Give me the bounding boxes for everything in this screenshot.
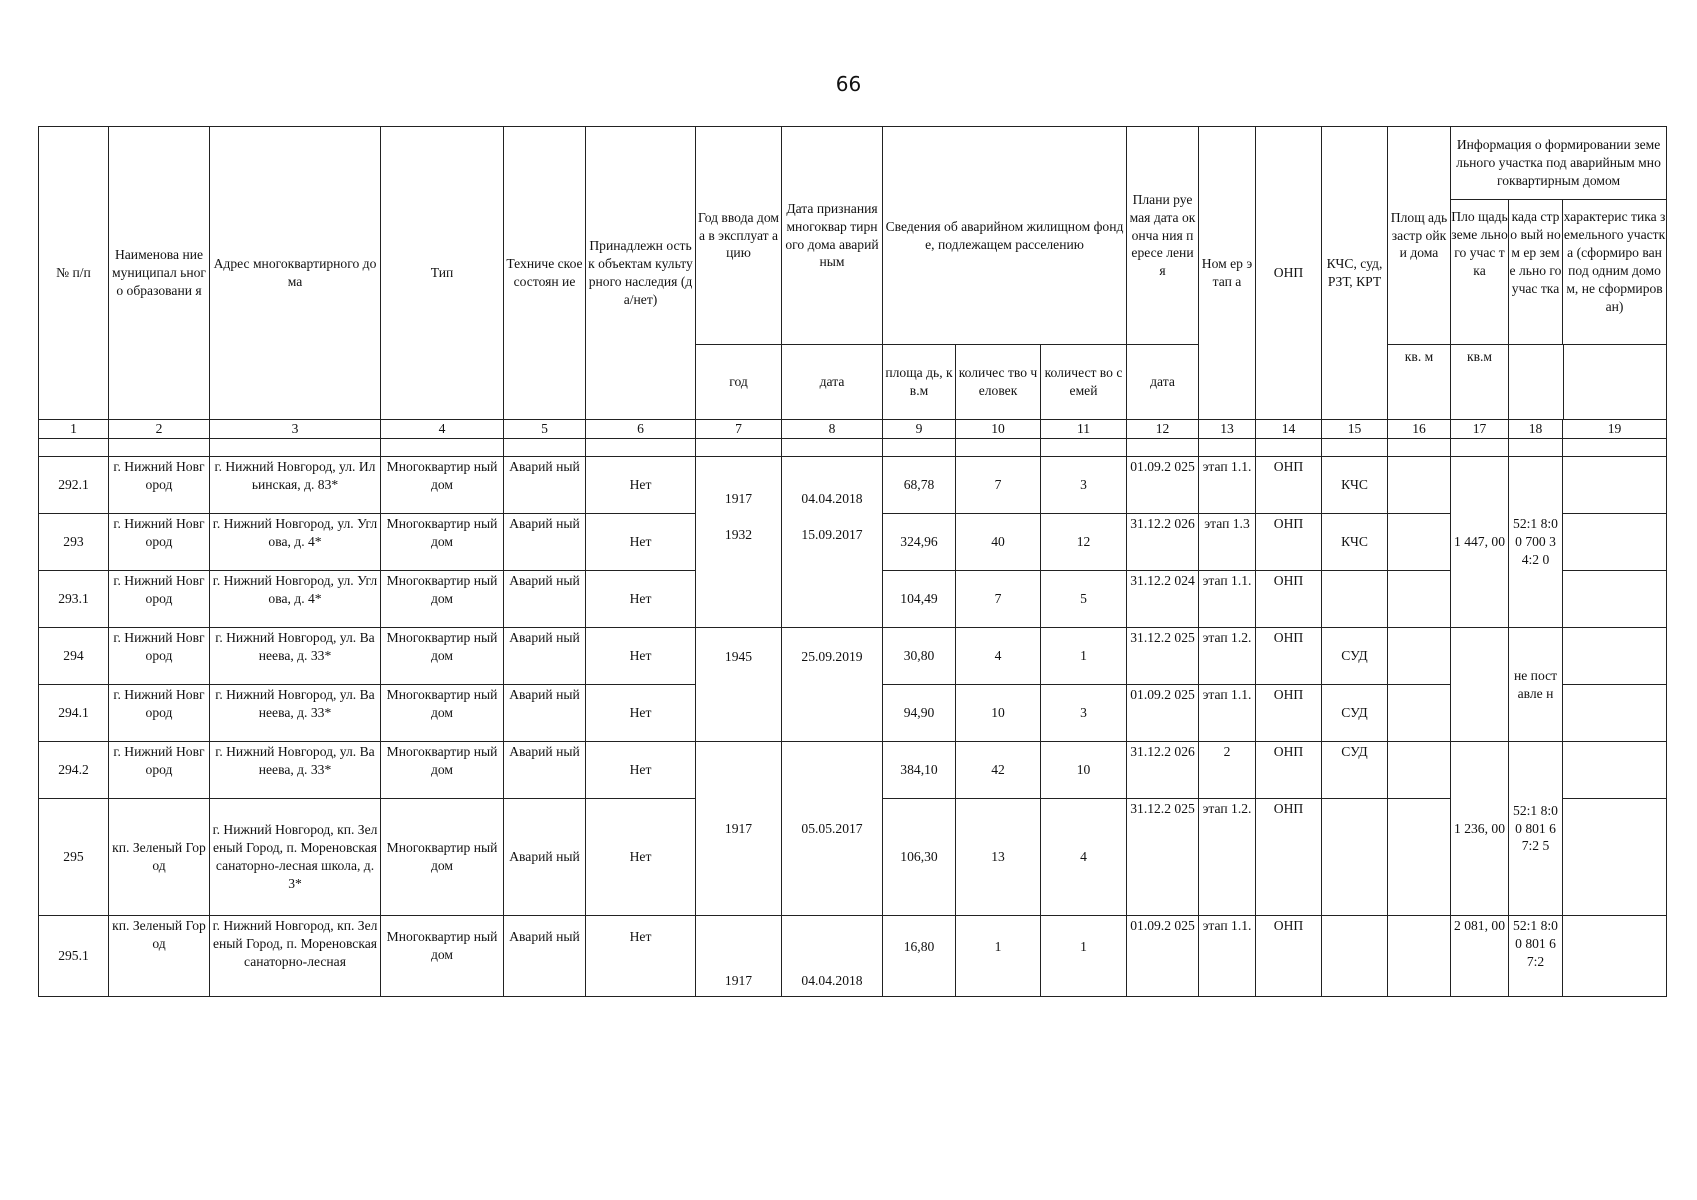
building-type: Многоквартир ный дом	[381, 685, 504, 742]
municipality: кп. Зеленый Город	[109, 799, 210, 916]
header-kchs: КЧС, суд, РЗТ, КРТ	[1322, 127, 1388, 420]
header-commission-year: Год ввода дома в эксплуат ацию	[696, 127, 782, 345]
stage: этап 1.1.	[1199, 571, 1256, 628]
sub-plot-area-unit: кв.м	[1451, 345, 1509, 419]
recognition-date: 25.09.2019	[782, 628, 883, 742]
building-type: Многоквартир ный дом	[381, 571, 504, 628]
address: г. Нижний Новгород, кп. Зеленый Город, п. Мореновская санаторно-лесная	[210, 916, 381, 997]
header-land-info-block	[1451, 127, 1667, 345]
family-count: 10	[1041, 742, 1127, 799]
col-number: 18	[1509, 420, 1563, 439]
address: г. Нижний Новгород, ул. Углова, д. 4*	[210, 514, 381, 571]
kchs: СУД	[1322, 742, 1388, 799]
stage: этап 1.1.	[1199, 685, 1256, 742]
recognition-date: 04.04.2018	[782, 457, 883, 514]
municipality: г. Нижний Новгород	[109, 742, 210, 799]
municipality: г. Нижний Новгород	[109, 685, 210, 742]
col-number: 9	[883, 420, 956, 439]
tech-state: Аварий ный	[504, 685, 586, 742]
municipality: кп. Зеленый Город	[109, 916, 210, 997]
people-count: 1	[956, 916, 1041, 997]
plot-characteristic	[1563, 628, 1667, 685]
tech-state: Аварий ный	[504, 916, 586, 997]
building-area	[1388, 457, 1451, 514]
sub-date: дата	[782, 345, 883, 420]
row-number: 293.1	[39, 571, 109, 628]
onp: ОНП	[1256, 799, 1322, 916]
kchs: СУД	[1322, 628, 1388, 685]
family-count: 3	[1041, 685, 1127, 742]
building-area	[1388, 742, 1451, 799]
header-planned-date: Плани руемая дата оконча ния пересе ления	[1127, 127, 1199, 345]
row-number: 295	[39, 799, 109, 916]
address: г. Нижний Новгород, ул. Углова, д. 4*	[210, 571, 381, 628]
col-number: 12	[1127, 420, 1199, 439]
col-number: 1	[39, 420, 109, 439]
sub-families: количест во семей	[1041, 345, 1127, 420]
sub-building-area-unit: кв. м	[1388, 345, 1451, 420]
header-land-info: Информация о формировании земельного участка под аварийным многоквартирным домом	[1451, 127, 1666, 200]
heritage: Нет	[586, 571, 696, 628]
heritage: Нет	[586, 685, 696, 742]
spacer-row	[39, 439, 1667, 457]
family-count: 3	[1041, 457, 1127, 514]
heritage: Нет	[586, 799, 696, 916]
area: 94,90	[883, 685, 956, 742]
onp: ОНП	[1256, 571, 1322, 628]
header-stage: Ном ер этап а	[1199, 127, 1256, 420]
stage: этап 1.1.	[1199, 916, 1256, 997]
col-number: 4	[381, 420, 504, 439]
col-number: 13	[1199, 420, 1256, 439]
recognition-date: 15.09.2017	[782, 514, 883, 628]
header-heritage: Принадлежн ость к объектам культурного наследия (да/нет)	[586, 127, 696, 420]
kchs: СУД	[1322, 685, 1388, 742]
plot-characteristic	[1563, 742, 1667, 799]
tech-state: Аварий ный	[504, 514, 586, 571]
people-count: 10	[956, 685, 1041, 742]
table-row	[39, 742, 1667, 799]
family-count: 1	[1041, 628, 1127, 685]
people-count: 7	[956, 571, 1041, 628]
table-row	[39, 457, 1667, 514]
building-type: Многоквартир ный дом	[381, 916, 504, 997]
family-count: 12	[1041, 514, 1127, 571]
stage: 2	[1199, 742, 1256, 799]
table-row	[39, 628, 1667, 685]
heritage: Нет	[586, 514, 696, 571]
planned-end-date: 31.12.2 026	[1127, 514, 1199, 571]
municipality: г. Нижний Новгород	[109, 514, 210, 571]
address: г. Нижний Новгород, ул. Ванеева, д. 33*	[210, 685, 381, 742]
people-count: 4	[956, 628, 1041, 685]
planned-end-date: 01.09.2 025	[1127, 916, 1199, 997]
col-number: 7	[696, 420, 782, 439]
header-municipality: Наименова ние муниципал ьного образовани я	[109, 127, 210, 420]
plot-area: 1 447, 00	[1451, 457, 1509, 628]
heritage: Нет	[586, 742, 696, 799]
header-num: № п/п	[39, 127, 109, 420]
area: 384,10	[883, 742, 956, 799]
commission-year: 1917	[696, 742, 782, 916]
onp: ОНП	[1256, 742, 1322, 799]
address: г. Нижний Новгород, ул. Ильинская, д. 83*	[210, 457, 381, 514]
onp: ОНП	[1256, 457, 1322, 514]
col-number: 6	[586, 420, 696, 439]
heritage: Нет	[586, 628, 696, 685]
onp: ОНП	[1256, 916, 1322, 997]
kchs	[1322, 799, 1388, 916]
recognition-date: 05.05.2017	[782, 742, 883, 916]
row-number: 294.2	[39, 742, 109, 799]
area: 30,80	[883, 628, 956, 685]
area: 16,80	[883, 916, 956, 997]
onp: ОНП	[1256, 685, 1322, 742]
planned-end-date: 31.12.2 025	[1127, 628, 1199, 685]
header-plot-char: характерис тика земельного участка (сформиро ван под одним домом, не сформиров ан)	[1563, 209, 1666, 314]
people-count: 40	[956, 514, 1041, 571]
col-number: 10	[956, 420, 1041, 439]
sub-end-date: дата	[1127, 345, 1199, 420]
tech-state: Аварий ный	[504, 742, 586, 799]
building-area	[1388, 571, 1451, 628]
municipality: г. Нижний Новгород	[109, 628, 210, 685]
col-number: 17	[1451, 420, 1509, 439]
plot-characteristic	[1563, 685, 1667, 742]
header-building-area: Площ адь застр ойки дома	[1388, 127, 1451, 345]
plot-area: 2 081, 00	[1451, 916, 1509, 997]
people-count: 13	[956, 799, 1041, 916]
row-number: 295.1	[39, 916, 109, 997]
table-row	[39, 916, 1667, 997]
building-area	[1388, 514, 1451, 571]
commission-year: 1917	[696, 457, 782, 514]
col-number: 8	[782, 420, 883, 439]
stage: этап 1.2.	[1199, 799, 1256, 916]
header-address: Адрес многоквартирного дома	[210, 127, 381, 420]
area: 104,49	[883, 571, 956, 628]
header-plot-area: Пло щадь земе льно го учас тка	[1451, 200, 1509, 344]
kchs	[1322, 916, 1388, 997]
sub-year: год	[696, 345, 782, 420]
cadastral-number: 52:1 8:00 801 67:2	[1509, 916, 1563, 997]
plot-characteristic	[1563, 916, 1667, 997]
header-state: Техниче ское состоян ие	[504, 127, 586, 420]
planned-end-date: 31.12.2 025	[1127, 799, 1199, 916]
planned-end-date: 31.12.2 026	[1127, 742, 1199, 799]
tech-state: Аварий ный	[504, 571, 586, 628]
header-row	[39, 127, 1667, 345]
planned-end-date: 31.12.2 024	[1127, 571, 1199, 628]
cadastral-number: 52:1 8:00 801 67:2 5	[1509, 742, 1563, 916]
building-area	[1388, 685, 1451, 742]
column-number-row	[39, 420, 1667, 439]
heritage: Нет	[586, 916, 696, 997]
row-number: 294	[39, 628, 109, 685]
kchs: КЧС	[1322, 514, 1388, 571]
row-number: 293	[39, 514, 109, 571]
family-count: 4	[1041, 799, 1127, 916]
page-number: 66	[835, 72, 862, 96]
building-area	[1388, 799, 1451, 916]
col-number: 15	[1322, 420, 1388, 439]
col-number: 14	[1256, 420, 1322, 439]
tech-state: Аварий ный	[504, 799, 586, 916]
kchs	[1322, 571, 1388, 628]
col-number: 19	[1563, 420, 1667, 439]
sub-land-block	[1451, 345, 1667, 420]
area: 68,78	[883, 457, 956, 514]
plot-area: 1 236, 00	[1451, 742, 1509, 916]
people-count: 7	[956, 457, 1041, 514]
col-number: 16	[1388, 420, 1451, 439]
municipality: г. Нижний Новгород	[109, 571, 210, 628]
heritage: Нет	[586, 457, 696, 514]
commission-year: 1945	[696, 628, 782, 742]
building-area	[1388, 916, 1451, 997]
plot-characteristic	[1563, 799, 1667, 916]
building-type: Многоквартир ный дом	[381, 742, 504, 799]
address: г. Нижний Новгород, ул. Ванеева, д. 33*	[210, 742, 381, 799]
building-type: Многоквартир ный дом	[381, 799, 504, 916]
stage: этап 1.1.	[1199, 457, 1256, 514]
col-number: 3	[210, 420, 381, 439]
plot-characteristic	[1563, 457, 1667, 514]
header-housing-info: Сведения об аварийном жилищном фонде, подлежащем расселению	[883, 127, 1127, 345]
onp: ОНП	[1256, 628, 1322, 685]
building-area	[1388, 628, 1451, 685]
table-row	[39, 514, 1667, 571]
col-number: 11	[1041, 420, 1127, 439]
col-number: 5	[504, 420, 586, 439]
cadastral-number: не пост авле н	[1509, 628, 1563, 742]
area: 106,30	[883, 799, 956, 916]
people-count: 42	[956, 742, 1041, 799]
col-number: 2	[109, 420, 210, 439]
stage: этап 1.3	[1199, 514, 1256, 571]
plot-characteristic	[1563, 514, 1667, 571]
sub-people: количес тво человек	[956, 345, 1041, 420]
row-number: 294.1	[39, 685, 109, 742]
sub-area: площа дь, кв.м	[883, 345, 956, 420]
building-type: Многоквартир ный дом	[381, 514, 504, 571]
commission-year: 1917	[696, 916, 782, 997]
header-land-subcols	[1451, 200, 1666, 344]
planned-end-date: 01.09.2 025	[1127, 685, 1199, 742]
row-number: 292.1	[39, 457, 109, 514]
plot-characteristic	[1563, 571, 1667, 628]
kchs: КЧС	[1322, 457, 1388, 514]
address: г. Нижний Новгород, ул. Ванеева, д. 33*	[210, 628, 381, 685]
header-recognition-date: Дата признания многоквар тирного дома аварийным	[782, 127, 883, 345]
plot-area	[1451, 628, 1509, 742]
header-onp: ОНП	[1256, 127, 1322, 420]
header-cadastral: када стро вый ном ер земе льно го учас тка	[1509, 200, 1563, 344]
recognition-date: 04.04.2018	[782, 916, 883, 997]
municipality: г. Нижний Новгород	[109, 457, 210, 514]
header-type: Тип	[381, 127, 504, 420]
emergency-housing-table	[38, 126, 1667, 997]
family-count: 1	[1041, 916, 1127, 997]
building-type: Многоквартир ный дом	[381, 457, 504, 514]
family-count: 5	[1041, 571, 1127, 628]
stage: этап 1.2.	[1199, 628, 1256, 685]
onp: ОНП	[1256, 514, 1322, 571]
building-type: Многоквартир ный дом	[381, 628, 504, 685]
commission-year: 1932	[696, 514, 782, 628]
tech-state: Аварий ный	[504, 457, 586, 514]
address: г. Нижний Новгород, кп. Зеленый Город, п. Мореновская санаторно-лесная школа, д. 3*	[210, 799, 381, 916]
cadastral-number: 52:1 8:00 700 34:2 0	[1509, 457, 1563, 628]
tech-state: Аварий ный	[504, 628, 586, 685]
area: 324,96	[883, 514, 956, 571]
planned-end-date: 01.09.2 025	[1127, 457, 1199, 514]
